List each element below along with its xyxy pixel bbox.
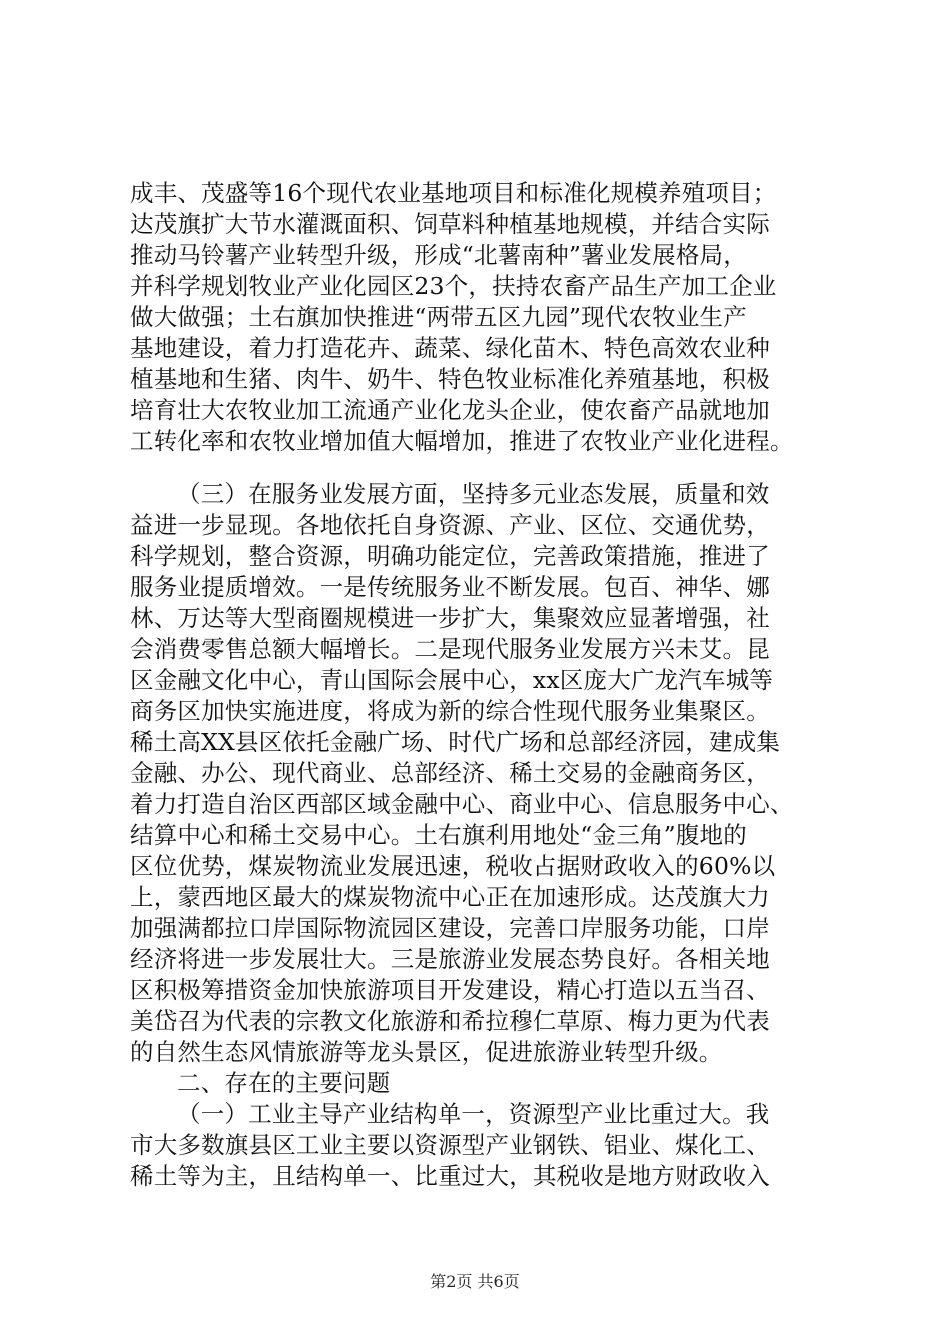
- text-line: 区位优势，煤炭物流业发展迅速，税收占据财政收入的60%以: [130, 852, 776, 880]
- page-number-footer: 第2页 共6页: [430, 1272, 520, 1291]
- text-line: 培育壮大农牧业加工流通产业化龙头企业，使农畜产品就地加: [130, 396, 770, 424]
- text-line: （一）工业主导产业结构单一，资源型产业比重过大。我: [177, 1100, 770, 1128]
- text-line: 益进一步显现。各地依托自身资源、产业、区位、交通优势，: [130, 511, 770, 539]
- text-line: 会消费零售总额大幅增长。二是现代服务业发展方兴未艾。昆: [130, 635, 770, 663]
- text-line: 工转化率和农牧业增加值大幅增加，推进了农牧业产业化进程。: [130, 427, 794, 455]
- text-line: 科学规划，整合资源，明确功能定位，完善政策措施，推进了: [130, 542, 770, 570]
- text-line: 做大做强；土右旗加快推进“两带五区九园”现代农牧业生产: [130, 303, 747, 331]
- text-line: 的自然生态风情旅游等龙头景区，促进旅游业转型升级。: [130, 1038, 723, 1066]
- section-heading: 二、存在的主要问题: [177, 1069, 391, 1097]
- text-line: 推动马铃薯产业转型升级，形成“北薯南种”薯业发展格局，: [130, 241, 747, 269]
- text-line: 区积极筹措资金加快旅游项目开发建设，精心打造以五当召、: [130, 976, 770, 1004]
- text-line: 商务区加快实施进度，将成为新的综合性现代服务业集聚区。: [130, 697, 770, 725]
- text-line: 金融、办公、现代商业、总部经济、稀土交易的金融商务区，: [130, 759, 770, 787]
- text-line: 美岱召为代表的宗教文化旅游和希拉穆仁草原、梅力更为代表: [130, 1007, 770, 1035]
- text-line: 稀土等为主，且结构单一、比重过大，其税收是地方财政收入: [130, 1162, 770, 1190]
- text-line: 服务业提质增效。一是传统服务业不断发展。包百、神华、娜: [130, 573, 770, 601]
- paragraph-spacer: [130, 457, 830, 479]
- text-line: 区金融文化中心，青山国际会展中心，xx区庞大广龙汽车城等: [130, 666, 774, 694]
- text-line: 植基地和生猪、肉牛、奶牛、特色牧业标准化养殖基地，积极: [130, 365, 770, 393]
- text-line: 并科学规划牧业产业化园区23个，扶持农畜产品生产加工企业: [130, 272, 777, 300]
- text-line: 结算中心和稀土交易中心。土右旗利用地处“金三角”腹地的: [130, 821, 747, 849]
- text-line: 着力打造自治区西部区域金融中心、商业中心、信息服务中心、: [130, 790, 794, 818]
- text-line: 上，蒙西地区最大的煤炭物流中心正在加速形成。达茂旗大力: [130, 883, 770, 911]
- text-line: （三）在服务业发展方面，坚持多元业态发展，质量和效: [177, 480, 770, 508]
- text-line: 成丰、茂盛等16个现代农业基地项目和标准化规模养殖项目；: [130, 179, 777, 207]
- paragraph-2: [130, 479, 830, 1068]
- paragraph-3: [130, 1099, 830, 1192]
- text-line: 达茂旗扩大节水灌溉面积、饲草料种植基地规模，并结合实际: [130, 210, 770, 238]
- text-line: 经济将进一步发展壮大。三是旅游业发展态势良好。各相关地: [130, 945, 770, 973]
- text-line: 加强满都拉口岸国际物流园区建设，完善口岸服务功能，口岸: [130, 914, 770, 942]
- text-line: 稀土高XX县区依托金融广场、时代广场和总部经济园，建成集: [130, 728, 781, 756]
- document-body: [130, 178, 830, 1192]
- text-line: 市大多数旗县区工业主要以资源型产业钢铁、铝业、煤化工、: [130, 1131, 770, 1159]
- text-line: 基地建设，着力打造花卉、蔬菜、绿化苗木、特色高效农业种: [130, 334, 770, 362]
- paragraph-1: [130, 178, 830, 457]
- text-line: 林、万达等大型商圈规模进一步扩大，集聚效应显著增强，社: [130, 604, 770, 632]
